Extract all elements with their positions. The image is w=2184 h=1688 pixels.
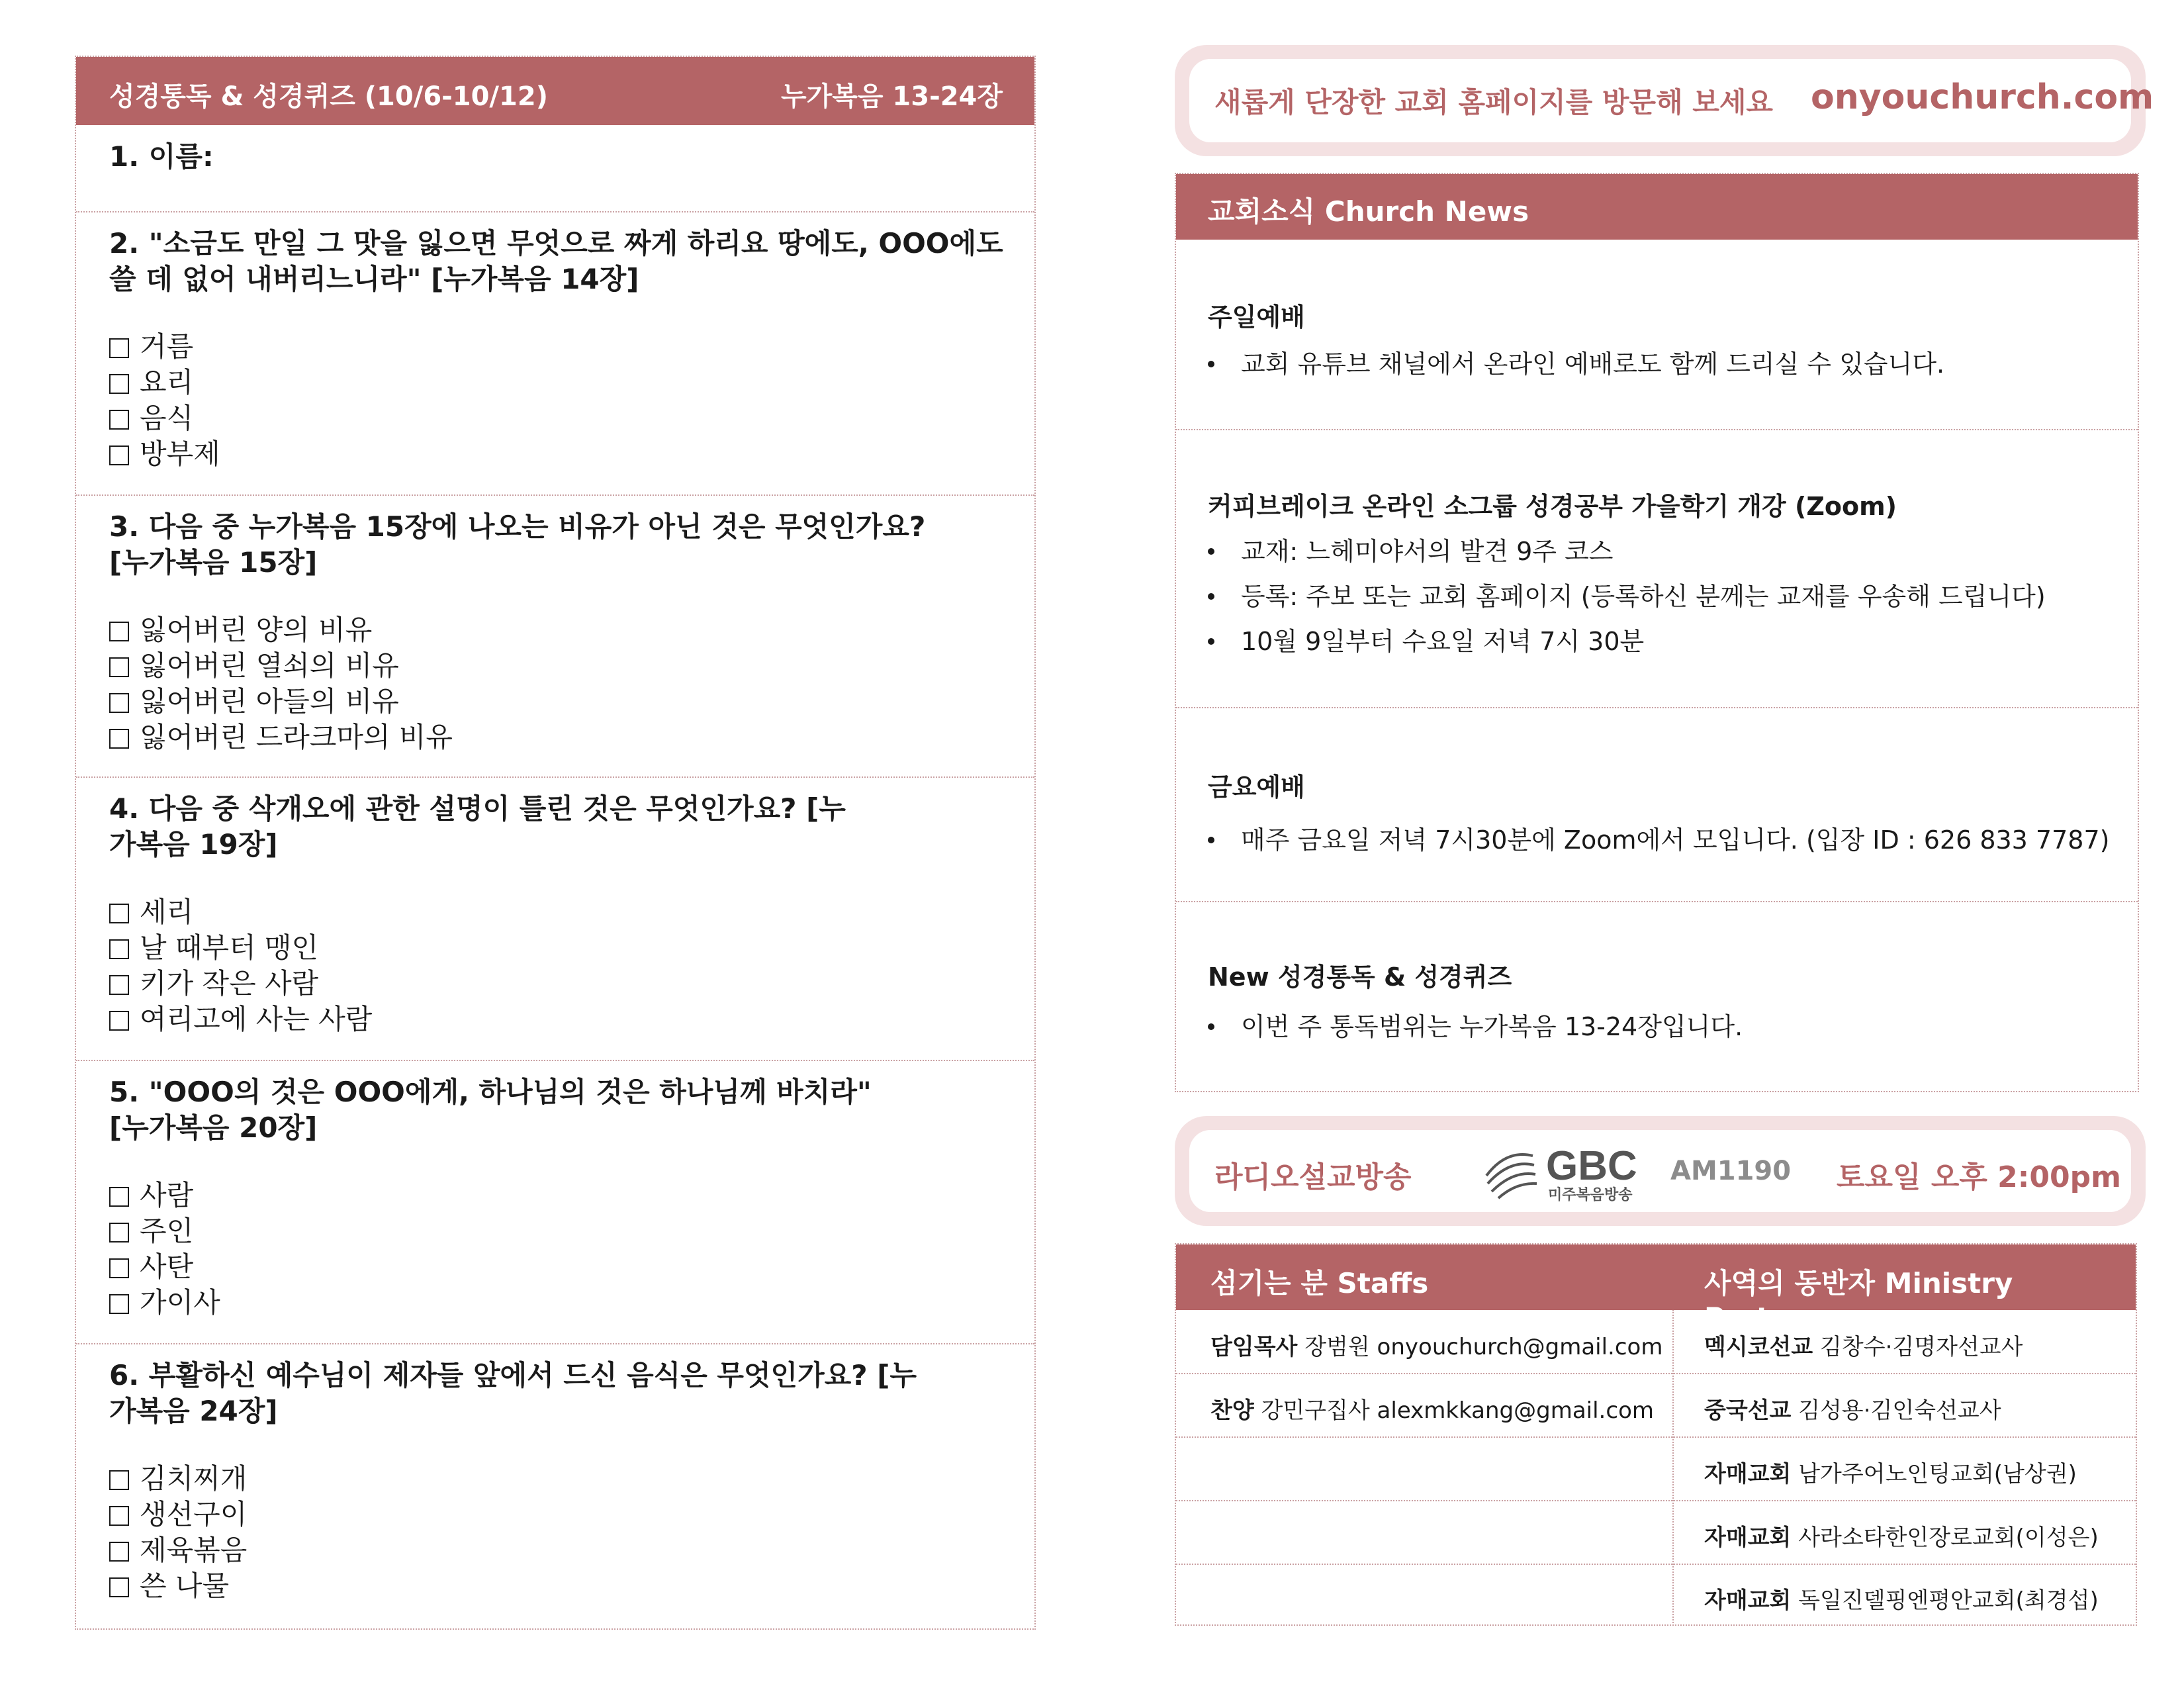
quiz-question xyxy=(76,1343,1034,1630)
bullet-dot-icon xyxy=(1208,837,1214,843)
radio-time: 토요일 오후 2:00pm xyxy=(1837,1160,2121,1194)
option-label: 음식 xyxy=(140,402,194,434)
option-label: 세리 xyxy=(140,896,194,928)
option-label: 잃어버린 양의 비유 xyxy=(140,614,373,646)
radio-frequency: AM1190 xyxy=(1670,1156,1792,1186)
staff-panel xyxy=(1175,1243,2137,1626)
option-item[interactable] xyxy=(109,329,220,365)
checkbox[interactable] xyxy=(109,445,129,465)
option-list xyxy=(109,612,453,755)
website-url-link[interactable]: onyouchurch.com xyxy=(1811,77,2154,117)
option-list xyxy=(109,329,220,472)
staff-header-left: 섬기는 분 Staffs xyxy=(1210,1267,1429,1299)
bullet-dot-icon xyxy=(1208,548,1214,555)
option-list xyxy=(109,1178,220,1321)
option-item[interactable] xyxy=(109,1213,220,1249)
news-section-title: 커피브레이크 온라인 소그룹 성경공부 가을학기 개강 (Zoom) xyxy=(1208,492,1897,521)
news-section xyxy=(1176,707,2138,901)
quiz-question xyxy=(76,776,1034,1060)
checkbox[interactable] xyxy=(109,338,129,358)
option-item[interactable] xyxy=(109,436,220,472)
website-invite-text: 새롭게 단장한 교회 홈페이지를 방문해 보세요 xyxy=(1214,86,1773,118)
quiz-question xyxy=(76,211,1034,494)
checkbox[interactable] xyxy=(109,410,129,430)
news-section-title: 주일예배 xyxy=(1208,303,1305,332)
question-text: 4. 다음 중 삭개오에 관한 설명이 틀린 것은 무엇인가요? [누가복음 19장] xyxy=(109,792,846,861)
option-label: 거름 xyxy=(140,330,194,363)
news-section xyxy=(1176,429,2138,707)
option-item[interactable] xyxy=(109,1285,220,1321)
news-bullet-text: 등록: 주보 또는 교회 홈페이지 (등록하신 분께는 교재를 우송해 드립니다) xyxy=(1241,582,2046,611)
gbc-logo-subtext: 미주복음방송 xyxy=(1548,1187,1633,1203)
option-item[interactable] xyxy=(109,648,453,684)
bullet-dot-icon xyxy=(1208,593,1214,600)
news-bullet xyxy=(1208,1006,1743,1043)
option-label: 가이사 xyxy=(140,1286,220,1319)
checkbox[interactable] xyxy=(109,374,129,394)
gbc-logo-text: GBC xyxy=(1546,1143,1637,1189)
news-bullet xyxy=(1208,531,1614,567)
staff-detail: 장범원 onyouchurch@gmail.com xyxy=(1304,1334,1663,1360)
checkbox[interactable] xyxy=(109,939,129,959)
option-list xyxy=(109,1461,247,1604)
partner-role: 자매교회 xyxy=(1704,1587,1792,1614)
partner-detail: 사라소타한인장로교회(이성은) xyxy=(1798,1524,2099,1551)
option-label: 잃어버린 아들의 비유 xyxy=(140,685,399,718)
news-section xyxy=(1176,240,2138,429)
option-item[interactable] xyxy=(109,365,220,400)
staff-row-divider xyxy=(1176,1373,2136,1374)
quiz-question xyxy=(76,1060,1034,1343)
checkbox[interactable] xyxy=(109,1294,129,1314)
partner-role: 멕시코선교 xyxy=(1704,1334,1813,1360)
partner-entry xyxy=(1704,1456,2077,1488)
option-label: 요리 xyxy=(140,366,194,399)
option-item[interactable] xyxy=(109,930,372,966)
staff-column-divider xyxy=(1672,1310,1674,1626)
news-bullet-text: 10월 9일부터 수요일 저녁 7시 30분 xyxy=(1241,627,1645,656)
option-item[interactable] xyxy=(109,684,453,720)
news-bullet-text: 교재: 느헤미야서의 발견 9주 코스 xyxy=(1241,537,1614,566)
news-bullet xyxy=(1208,576,2046,612)
option-label: 잃어버린 드라크마의 비유 xyxy=(140,721,453,753)
checkbox[interactable] xyxy=(109,1506,129,1526)
option-item[interactable] xyxy=(109,1532,247,1568)
checkbox[interactable] xyxy=(109,1187,129,1207)
news-bullet xyxy=(1208,344,1944,380)
option-list xyxy=(109,894,372,1037)
quiz-range: 누가복음 13-24장 xyxy=(780,81,1003,112)
checkbox[interactable] xyxy=(109,1577,129,1597)
news-bullet-text: 교회 유튜브 채널에서 온라인 예배로도 함께 드리실 수 있습니다. xyxy=(1241,350,1945,379)
staff-row-divider xyxy=(1176,1500,2136,1501)
staff-header xyxy=(1176,1244,2136,1334)
option-item[interactable] xyxy=(109,966,372,1002)
news-bullet xyxy=(1208,621,1644,657)
partner-detail: 독일진델핑엔평안교회(최경섭) xyxy=(1798,1587,2099,1614)
name-field-label: 1. 이름: xyxy=(109,140,214,173)
partner-entry xyxy=(1704,1519,2099,1552)
news-section-title: New 성경통독 & 성경퀴즈 xyxy=(1208,962,1512,992)
option-label: 김치찌개 xyxy=(140,1462,248,1495)
news-bullet xyxy=(1208,820,2109,856)
bullet-dot-icon xyxy=(1208,638,1214,645)
option-item[interactable] xyxy=(109,894,372,930)
option-item[interactable] xyxy=(109,612,453,648)
question-text: 6. 부활하신 예수님이 제자들 앞에서 드신 음식은 무엇인가요? [누가복음 24장] xyxy=(109,1359,917,1427)
bullet-dot-icon xyxy=(1208,361,1214,367)
staff-role: 담임목사 xyxy=(1210,1334,1298,1360)
option-item[interactable] xyxy=(109,720,453,755)
option-item[interactable] xyxy=(109,400,220,436)
checkbox[interactable] xyxy=(109,1258,129,1278)
gbc-logo xyxy=(1480,1136,1659,1209)
checkbox[interactable] xyxy=(109,904,129,923)
partner-entry xyxy=(1704,1582,2099,1615)
church-news-title: 교회소식 Church News xyxy=(1208,195,1529,228)
checkbox[interactable] xyxy=(109,1470,129,1490)
partner-detail: 김성용·김인숙선교사 xyxy=(1798,1397,2001,1424)
partner-detail: 남가주어노인팅교회(남상권) xyxy=(1798,1461,2077,1487)
option-label: 쓴 나물 xyxy=(140,1570,230,1602)
partner-detail: 김창수·김명자선교사 xyxy=(1820,1334,2023,1360)
church-news-header xyxy=(1176,174,2138,240)
checkbox[interactable] xyxy=(109,975,129,995)
checkbox[interactable] xyxy=(109,622,129,641)
option-label: 방부제 xyxy=(140,438,220,470)
option-label: 날 때부터 맹인 xyxy=(140,931,319,964)
partner-role: 자매교회 xyxy=(1704,1461,1792,1487)
church-news-panel xyxy=(1175,173,2139,1092)
option-item[interactable] xyxy=(109,1497,247,1532)
quiz-title: 성경통독 & 성경퀴즈 (10/6-10/12) xyxy=(109,81,548,112)
checkbox[interactable] xyxy=(109,1011,129,1031)
question-text: 3. 다음 중 누가복음 15장에 나오는 비유가 아닌 것은 무엇인가요? [누가복음 15장] xyxy=(109,510,926,579)
staff-entry xyxy=(1210,1392,1654,1425)
option-label: 키가 작은 사람 xyxy=(140,967,319,1000)
option-label: 사람 xyxy=(140,1179,194,1211)
news-bullet-text: 이번 주 통독범위는 누가복음 13-24장입니다. xyxy=(1241,1012,1743,1041)
bullet-dot-icon xyxy=(1208,1023,1214,1030)
option-item[interactable] xyxy=(109,1461,247,1497)
option-label: 잃어버린 열쇠의 비유 xyxy=(140,649,399,682)
staff-row-divider xyxy=(1176,1564,2136,1565)
news-section-title: 금요예배 xyxy=(1208,773,1305,802)
option-label: 생선구이 xyxy=(140,1498,248,1530)
news-section xyxy=(1176,901,2138,1092)
option-item[interactable] xyxy=(109,1178,220,1213)
option-item[interactable] xyxy=(109,1249,220,1285)
checkbox[interactable] xyxy=(109,657,129,677)
quiz-header xyxy=(76,57,1034,125)
question-text: 2. "소금도 만일 그 맛을 잃으면 무엇으로 짜게 하리요 땅에도, OOO에도 쓸 데 없어 내버리느니라" [누가복음 14장] xyxy=(109,227,1003,295)
news-bullet-text: 매주 금요일 저녁 7시30분에 Zoom에서 모입니다. (입장 ID : 626 833 7787) xyxy=(1241,825,2110,855)
staff-detail: 강민구집사 alexmkkang@gmail.com xyxy=(1261,1397,1654,1424)
checkbox[interactable] xyxy=(109,1542,129,1562)
question-text: 5. "OOO의 것은 OOO에게, 하나님의 것은 하나님께 바치라" [누가복음 20장] xyxy=(109,1076,872,1144)
option-label: 제육볶음 xyxy=(140,1534,248,1566)
partner-entry xyxy=(1704,1329,2023,1361)
radio-program-label: 라디오설교방송 xyxy=(1214,1160,1412,1194)
option-label: 여리고에 사는 사람 xyxy=(140,1003,373,1035)
option-item[interactable] xyxy=(109,1568,247,1604)
partner-role: 자매교회 xyxy=(1704,1524,1792,1551)
checkbox[interactable] xyxy=(109,693,129,713)
quiz-question xyxy=(76,494,1034,776)
staff-row-divider xyxy=(1176,1436,2136,1438)
option-label: 사탄 xyxy=(140,1250,194,1283)
option-label: 주인 xyxy=(140,1215,194,1247)
checkbox[interactable] xyxy=(109,729,129,749)
partner-entry xyxy=(1704,1392,2001,1425)
option-item[interactable] xyxy=(109,1002,372,1037)
staff-entry xyxy=(1210,1329,1662,1361)
partner-role: 중국선교 xyxy=(1704,1397,1792,1424)
staff-header-right: 사역의 동반자 Ministry Partners xyxy=(1704,1267,2013,1334)
staff-role: 찬양 xyxy=(1210,1397,1254,1424)
quiz-panel xyxy=(75,56,1036,1630)
checkbox[interactable] xyxy=(109,1223,129,1243)
